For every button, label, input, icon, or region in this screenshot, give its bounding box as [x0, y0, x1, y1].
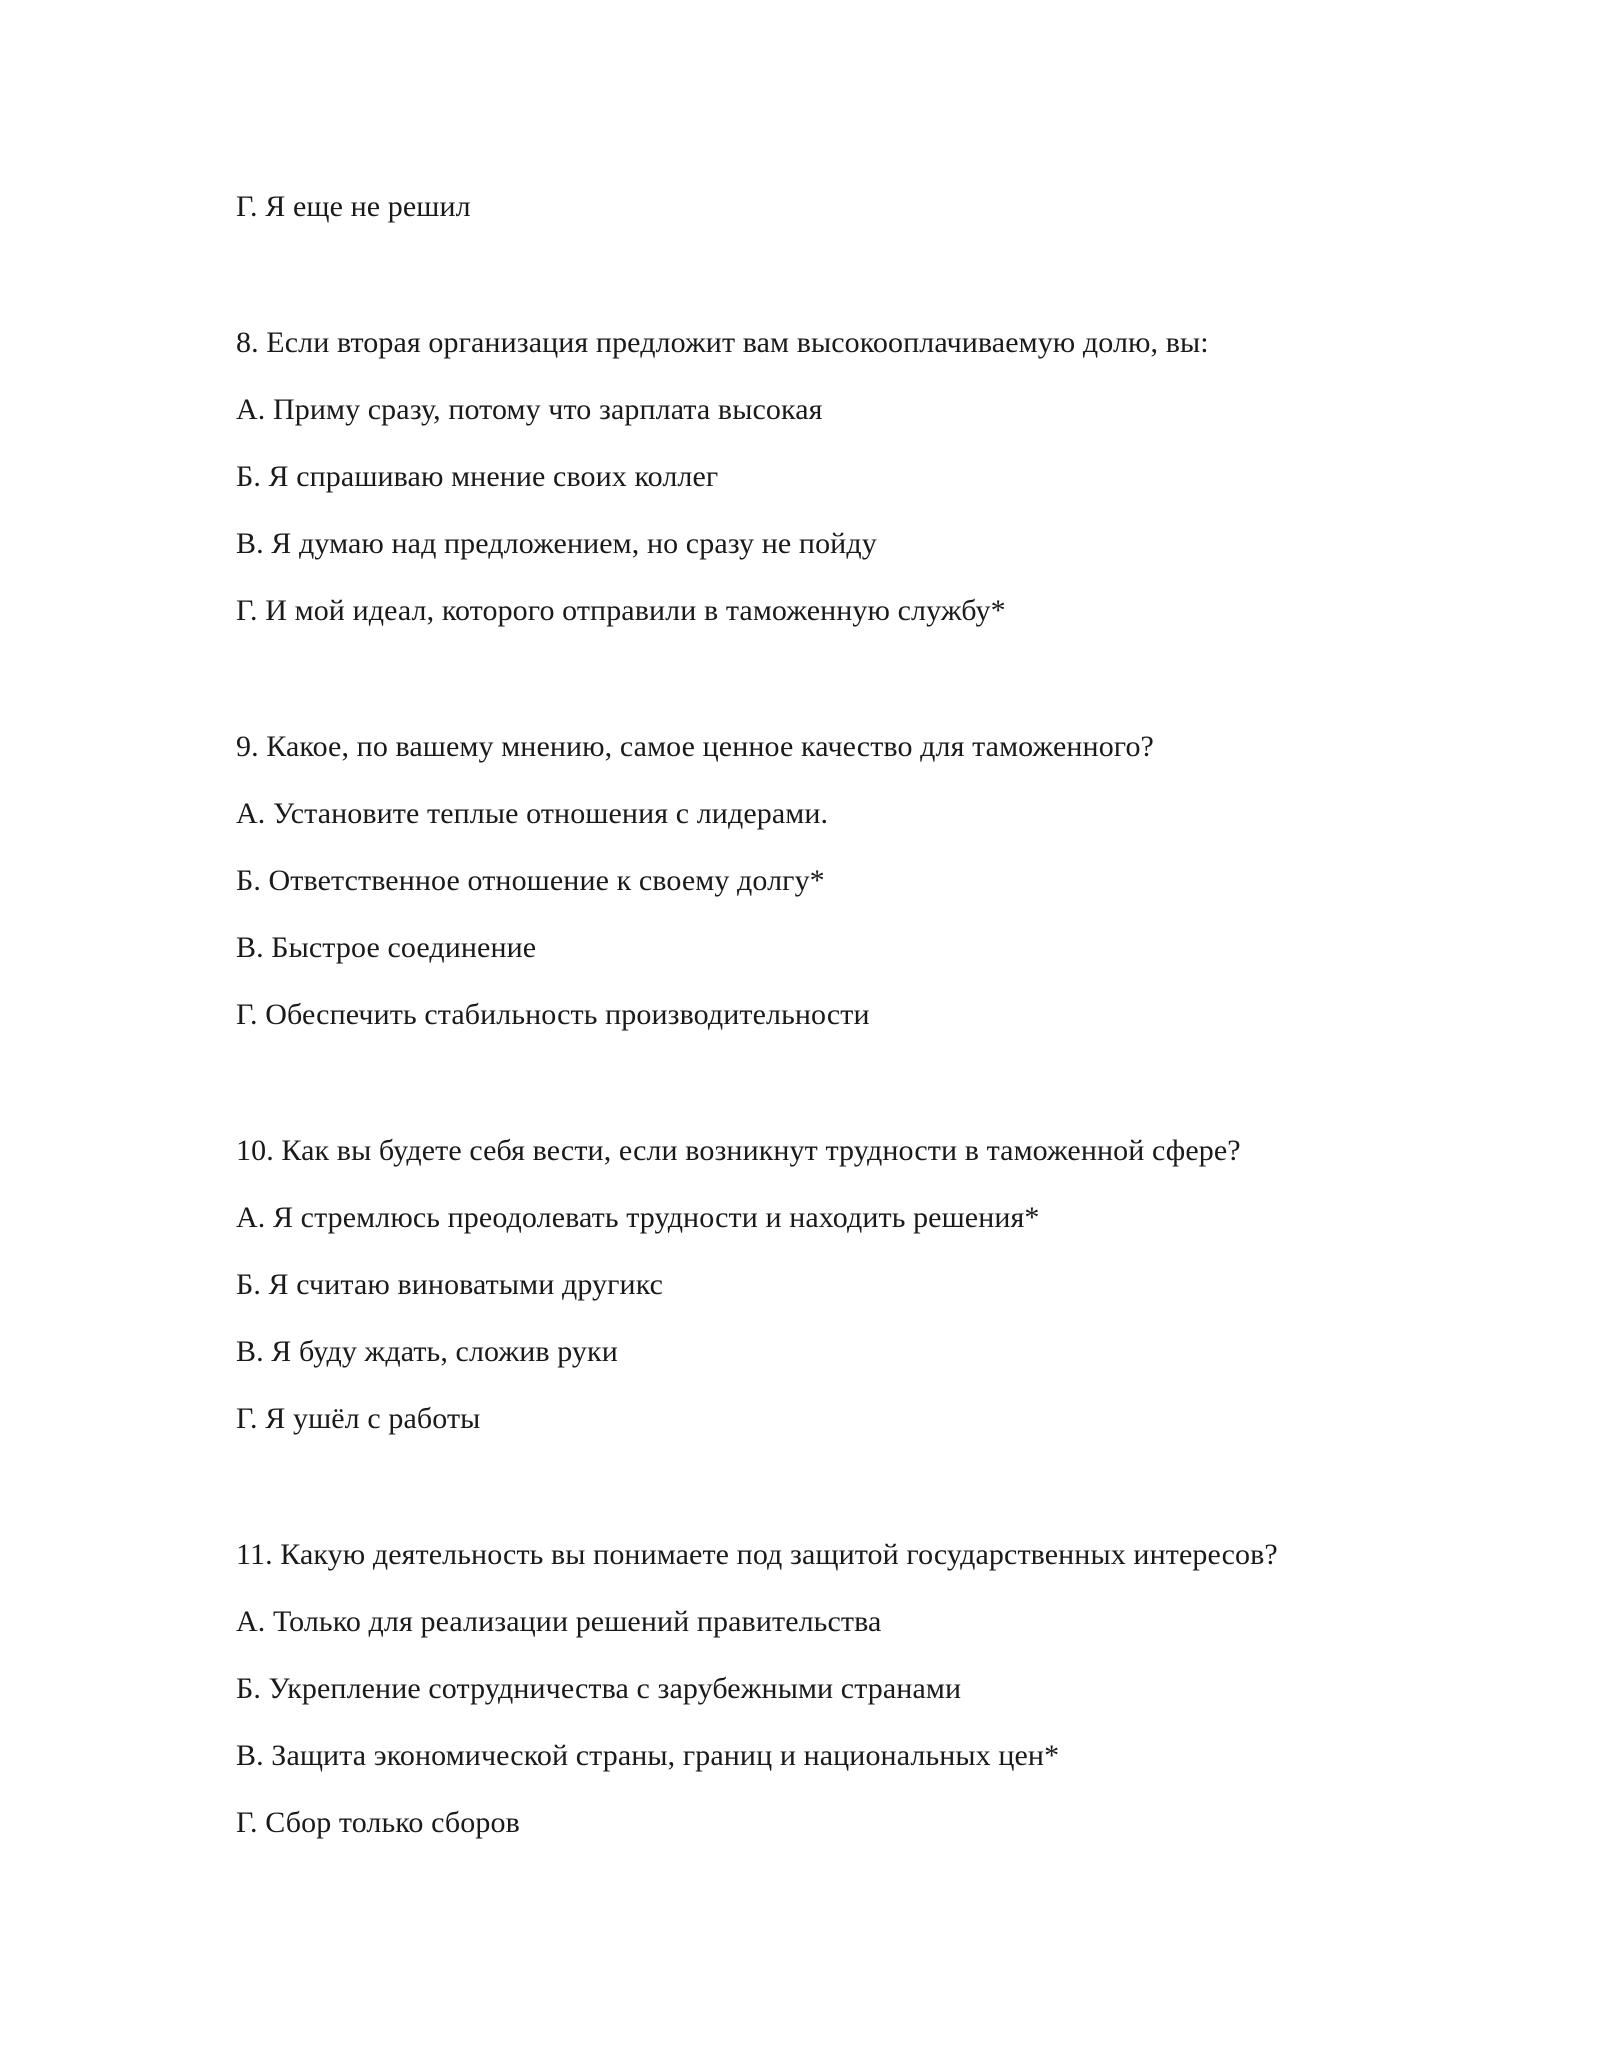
question-8: 8. Если вторая организация предложит вам высокооплачиваемую долю, вы:: [236, 326, 1209, 359]
answer-option: В. Я думаю над предложением, но сразу не пойду: [236, 527, 877, 560]
answer-option: В. Быстрое соединение: [236, 931, 537, 964]
answer-option: Г. Обеспечить стабильность производительности: [236, 998, 870, 1031]
answer-option: Г. И мой идеал, которого отправили в таможенную службу*: [236, 594, 1006, 627]
question-11: 11. Какую деятельность вы понимаете под защитой государственных интересов?: [236, 1538, 1278, 1571]
answer-option: А. Установите теплые отношения с лидерами.: [236, 797, 829, 830]
answer-option: А. Приму сразу, потому что зарплата высокая: [236, 393, 823, 426]
answer-option: Г. Я ушёл с работы: [236, 1402, 481, 1435]
answer-option: В. Защита экономической страны, границ и национальных цен*: [236, 1739, 1060, 1772]
question-9: 9. Какое, по вашему мнению, самое ценное качество для таможенного?: [236, 730, 1154, 763]
answer-option: Г. Сбор только сборов: [236, 1806, 520, 1839]
answer-option: Г. Я еще не решил: [236, 190, 471, 223]
answer-option: Б. Укрепление сотрудничества с зарубежными странами: [236, 1672, 962, 1705]
answer-option: Б. Ответственное отношение к своему долгу*: [236, 864, 825, 897]
answer-option: В. Я буду ждать, сложив руки: [236, 1335, 618, 1368]
answer-option: А. Я стремлюсь преодолевать трудности и находить решения*: [236, 1201, 1040, 1234]
answer-option: Б. Я спрашиваю мнение своих коллег: [236, 460, 719, 493]
answer-option: А. Только для реализации решений правительства: [236, 1605, 882, 1638]
question-10: 10. Как вы будете себя вести, если возникнут трудности в таможенной сфере?: [236, 1134, 1241, 1167]
answer-option: Б. Я считаю виноватыми другикс: [236, 1268, 664, 1301]
